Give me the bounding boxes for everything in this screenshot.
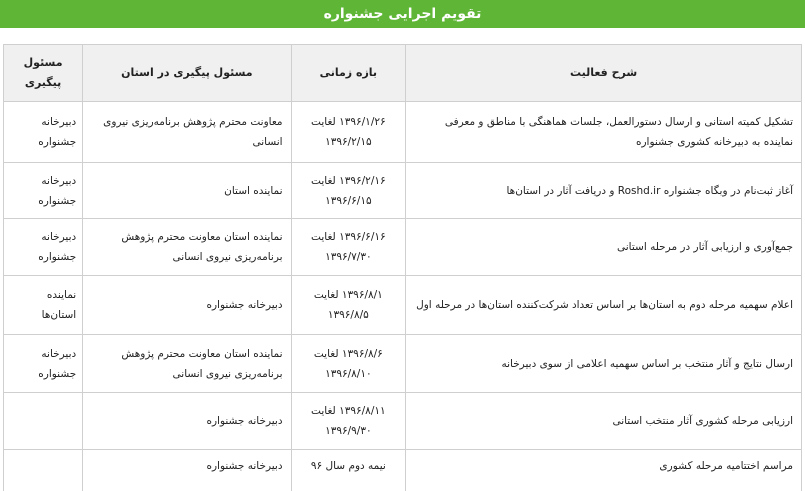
cell-period (291, 335, 406, 393)
cell-responsible: دبیرخانه جشنواره (4, 335, 83, 393)
cell-activity: تشکیل کمیته استانی و ارسال دستورالعمل، جلسات هماهنگی با مناطق و معرفی نماینده به دبیرخانه کشوری جشنواره (406, 102, 802, 163)
table-row (4, 450, 802, 491)
cell-provincial: نماینده استان معاونت محترم پژوهش برنامه‌ریزی نیروی انسانی (83, 219, 291, 276)
header-provincial: مسئول پیگیری در استان (83, 45, 291, 102)
table-row (4, 219, 802, 276)
table-row (4, 102, 802, 163)
table-header (4, 45, 802, 102)
cell-responsible: دبیرخانه جشنواره (4, 163, 83, 219)
cell-provincial: نماینده استان (83, 163, 291, 219)
period-start: ۱۳۹۶/۸/۱۱ لغایت (311, 405, 386, 417)
schedule-table-container (3, 44, 802, 491)
cell-provincial: معاونت محترم پژوهش برنامه‌ریزی نیروی انسانی (83, 102, 291, 163)
page-title: تقویم اجرایی جشنواره (0, 0, 805, 28)
header-period: بازه زمانی (291, 45, 406, 102)
cell-activity: آغاز ثبت‌نام در وبگاه جشنواره Roshd.ir و دریافت آثار در استان‌ها (406, 163, 802, 219)
period-end: ۱۳۹۶/۸/۱۰ (325, 367, 372, 380)
table-row (4, 335, 802, 393)
schedule-table (3, 44, 802, 491)
cell-activity: اعلام سهمیه مرحله دوم به استان‌ها بر اساس تعداد شرکت‌کننده استان‌ها در مرحله اول (406, 276, 802, 335)
cell-period (291, 393, 406, 450)
cell-responsible: دبیرخانه جشنواره (4, 102, 83, 163)
header-responsible-line2: پیگیری (24, 76, 62, 89)
cell-period (291, 276, 406, 335)
period-end: ۱۳۹۶/۹/۳۰ (325, 425, 372, 437)
header-responsible (4, 45, 83, 102)
period-end: ۱۳۹۶/۲/۱۵ (325, 136, 372, 148)
cell-activity: مراسم اختتامیه مرحله کشوری (406, 450, 802, 491)
period-start: ۱۳۹۶/۱/۲۶ لغایت (311, 116, 386, 128)
table-row (4, 393, 802, 450)
header-row (4, 45, 802, 102)
cell-provincial: دبیرخانه جشنواره (83, 393, 291, 450)
cell-activity: ارسال نتایج و آثار منتخب بر اساس سهمیه اعلامی از سوی دبیرخانه (406, 335, 802, 393)
cell-period (291, 219, 406, 276)
cell-activity: ارزیابی مرحله کشوری آثار منتخب استانی (406, 393, 802, 450)
cell-provincial: دبیرخانه جشنواره (83, 450, 291, 491)
cell-period (291, 102, 406, 163)
table-row (4, 276, 802, 335)
cell-responsible (4, 450, 83, 491)
cell-responsible: نماینده استان‌ها (4, 276, 83, 335)
period-start: ۱۳۹۶/۸/۱ لغایت (313, 289, 383, 301)
cell-responsible (4, 393, 83, 450)
cell-provincial: نماینده استان معاونت محترم پژوهش برنامه‌ریزی نیروی انسانی (83, 335, 291, 393)
cell-provincial: دبیرخانه جشنواره (83, 276, 291, 335)
header-responsible-line1: مسئول (23, 56, 63, 69)
period-start: نیمه دوم سال ۹۶ (310, 460, 386, 472)
header-activity: شرح فعالیت (406, 45, 802, 102)
table-body (4, 102, 802, 491)
period-end: ۱۳۹۶/۸/۵ (327, 309, 369, 321)
period-end: ۱۳۹۶/۷/۳۰ (325, 251, 372, 263)
period-start: ۱۳۹۶/۶/۱۶ لغایت (311, 231, 386, 243)
period-end: ۱۳۹۶/۶/۱۵ (325, 194, 372, 207)
cell-period (291, 450, 406, 491)
period-start: ۱۳۹۶/۸/۶ لغایت (313, 347, 383, 360)
cell-responsible: دبیرخانه جشنواره (4, 219, 83, 276)
period-start: ۱۳۹۶/۲/۱۶ لغایت (311, 174, 386, 187)
table-row (4, 163, 802, 219)
cell-period (291, 163, 406, 219)
cell-activity: جمع‌آوری و ارزیابی آثار در مرحله استانی (406, 219, 802, 276)
